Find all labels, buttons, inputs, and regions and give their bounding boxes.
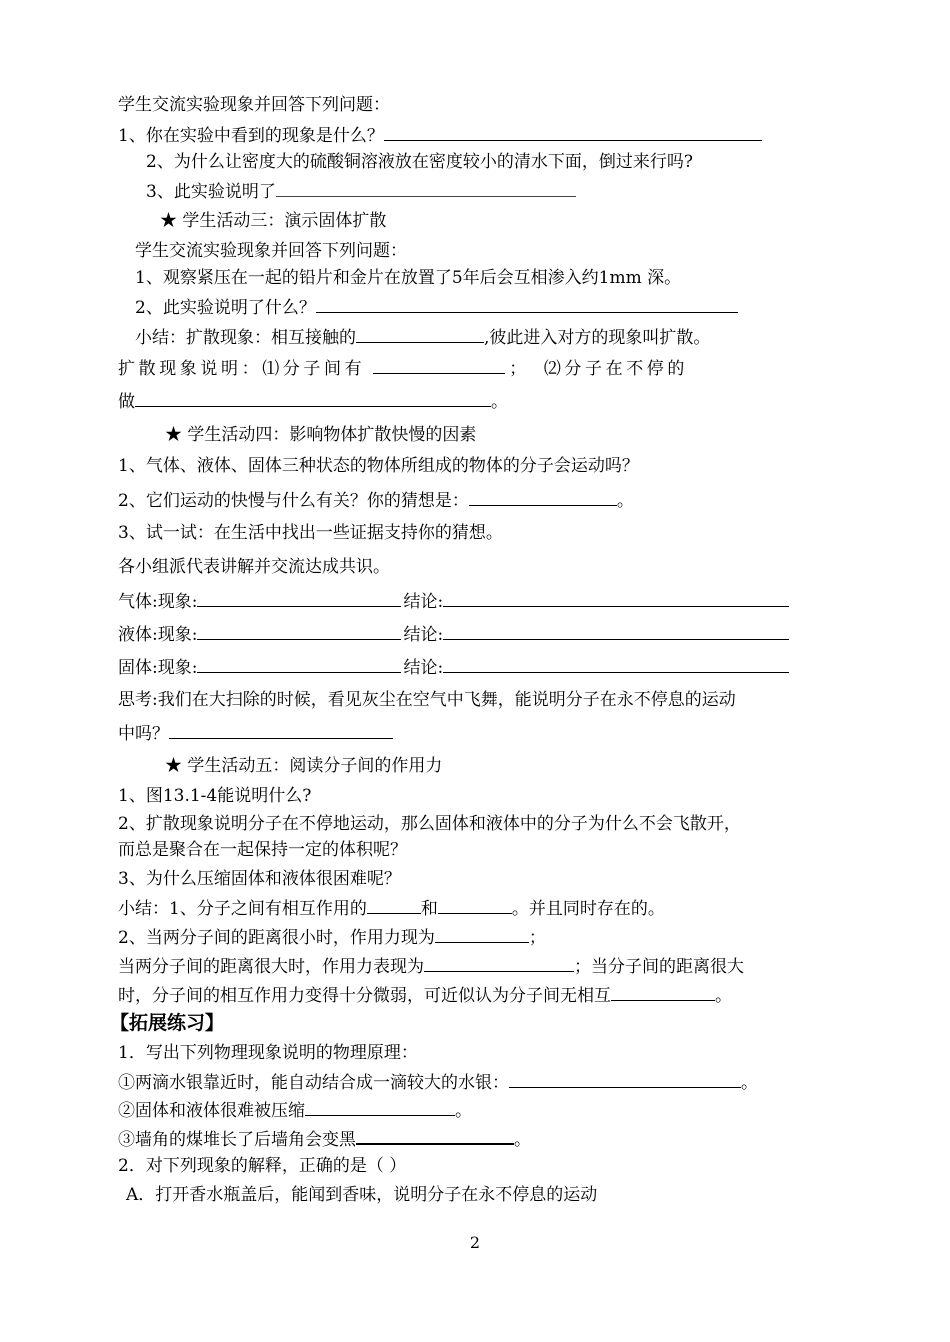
exercise-1-a [118,1071,758,1094]
observation-line: 1、观察紧压在一起的铅片和金片在放置了5年后会互相渗入约1mm 深。 [135,268,682,288]
answer-blank[interactable] [509,1071,741,1088]
answer-blank[interactable] [367,897,421,914]
period: 。 [616,491,634,511]
solid-label: 固体:现象: [118,658,198,678]
exercise-text: ①两滴水银靠近时，能自动结合成一滴较大的水银： [118,1073,509,1093]
answer-blank[interactable] [356,1127,514,1145]
conclusion-blank[interactable] [443,656,789,673]
question-text: 中吗？ [118,724,169,744]
gas-label: 气体:现象: [118,592,198,612]
summary-forces [118,897,665,920]
separator: ； [528,928,546,948]
answer-blank[interactable] [469,489,617,506]
question-5-1: 1、图13.1-4能说明什么? [118,786,312,806]
diffusion-explanation-cont [118,390,508,413]
summary-line [135,326,710,349]
explanation-text-2: ⑵分子在不停的 [543,359,689,379]
liquid-row [118,623,789,646]
activity-3-heading: ★ 学生活动三：演示固体扩散 [160,211,387,231]
explanation-text: 扩散现象说明：⑴分子间有 [118,359,366,379]
conclusion-label: 结论: [403,592,444,612]
question-4-3: 3、试一试：在生活中找出一些证据支持你的猜想。 [118,523,503,543]
question-4-1: 1、气体、液体、固体三种状态的物体所组成的物体的分子会运动吗？ [118,456,639,476]
summary-text: 小结：1、分子之间有相互作用的 [118,899,367,919]
question-1 [118,124,762,147]
phenomenon-blank[interactable] [197,590,401,607]
conclusion-label: 结论: [403,658,444,678]
question-5-3: 3、为什么压缩固体和液体很困难呢？ [118,869,401,889]
question-1-text: 1、你在实验中看到的现象是什么？ [118,126,384,146]
summary-text: 当两分子间的距离很大时，作用力表现为 [118,957,424,977]
answer-blank[interactable] [305,1099,455,1116]
summary-large-distance [118,955,744,978]
period: 。 [514,1130,531,1150]
summary-small-distance [118,926,546,949]
activity-5-heading: ★ 学生活动五：阅读分子间的作用力 [165,756,443,776]
summary-text: 2、当两分子间的距离很小时，作用力现为 [118,928,435,948]
period: 。 [491,392,508,412]
exercise-1-c [118,1127,531,1151]
answer-blank[interactable] [135,390,491,407]
phenomenon-blank[interactable] [197,623,401,640]
answer-blank[interactable] [373,357,505,374]
answer-blank[interactable] [438,897,512,914]
exercise-2: 2．对下列现象的解释，正确的是（ ） [118,1156,407,1176]
question-experiment [135,296,738,319]
summary-text-end: 。并且同时存在的。 [511,899,665,919]
summary-text-cont: ；当分子间的距离很大 [574,957,744,977]
question-5-2-cont: 而总是聚合在一起保持一定的体积呢？ [118,840,407,860]
question-text: 2、此实验说明了什么？ [135,298,316,318]
question-text: 2、它们运动的快慢与什么有关？你的猜想是： [118,491,469,511]
intro-line: 学生交流实验现象并回答下列问题： [118,95,390,115]
liquid-label: 液体:现象: [118,625,198,645]
thinking-question-cont [118,722,393,745]
answer-blank[interactable] [424,955,574,972]
separator: ； [509,359,530,379]
question-3 [146,180,576,203]
exercise-text: ③墙角的煤堆长了后墙角会变黑 [118,1130,356,1150]
question-3-text: 3、此实验说明了 [146,182,276,202]
question-5-2: 2、扩散现象说明分子在不停地运动，那么固体和液体中的分子为什么不会飞散开， [118,814,741,834]
conclusion-blank[interactable] [443,590,789,607]
summary-text: 时，分子间的相互作用力变得十分微弱，可近似认为分子间无相互 [118,986,611,1006]
answer-blank[interactable] [435,926,529,943]
summary-text: 小结：扩散现象：相互接触的 [135,328,356,348]
period: 。 [741,1073,758,1093]
answer-blank[interactable] [169,722,393,739]
explanation-text: 做 [118,392,135,412]
conclusion-label: 结论: [403,625,444,645]
diffusion-explanation [118,357,688,380]
answer-blank[interactable] [356,326,484,343]
answer-blank[interactable] [276,180,576,197]
exercise-text: ②固体和液体很难被压缩 [118,1101,305,1121]
thinking-question: 思考:我们在大扫除的时候，看见灰尘在空气中飞舞，能说明分子在永不停息的运动 [118,690,736,710]
question-2: 2、为什么让密度大的硫酸铜溶液放在密度较小的清水下面，倒过来行吗? [146,152,693,172]
group-instruction: 各小组派代表讲解并交流达成共识。 [118,557,390,577]
exercise-1-b [118,1099,472,1122]
connector: 和 [420,899,438,919]
answer-blank[interactable] [611,984,715,1001]
exercise-1: 1．写出下列物理现象说明的物理原理： [118,1043,418,1063]
solid-row [118,656,789,679]
question-4-2 [118,489,634,512]
summary-text-end: ,彼此进入对方的现象叫扩散。 [484,328,711,348]
period: 。 [455,1101,472,1121]
gas-row [118,590,789,613]
intro-line-2: 学生交流实验现象并回答下列问题： [135,241,407,261]
summary-weak-force [118,984,732,1007]
section-heading: 【拓展练习】 [110,1012,225,1034]
phenomenon-blank[interactable] [197,656,401,673]
option-a: A．打开香水瓶盖后，能闻到香味，说明分子在永不停息的运动 [126,1185,598,1205]
answer-blank[interactable] [384,124,762,141]
answer-blank[interactable] [316,296,738,313]
activity-4-heading: ★ 学生活动四：影响物体扩散快慢的因素 [165,425,477,445]
conclusion-blank[interactable] [443,623,789,640]
page-number: 2 [469,1233,481,1252]
period: 。 [715,986,732,1006]
